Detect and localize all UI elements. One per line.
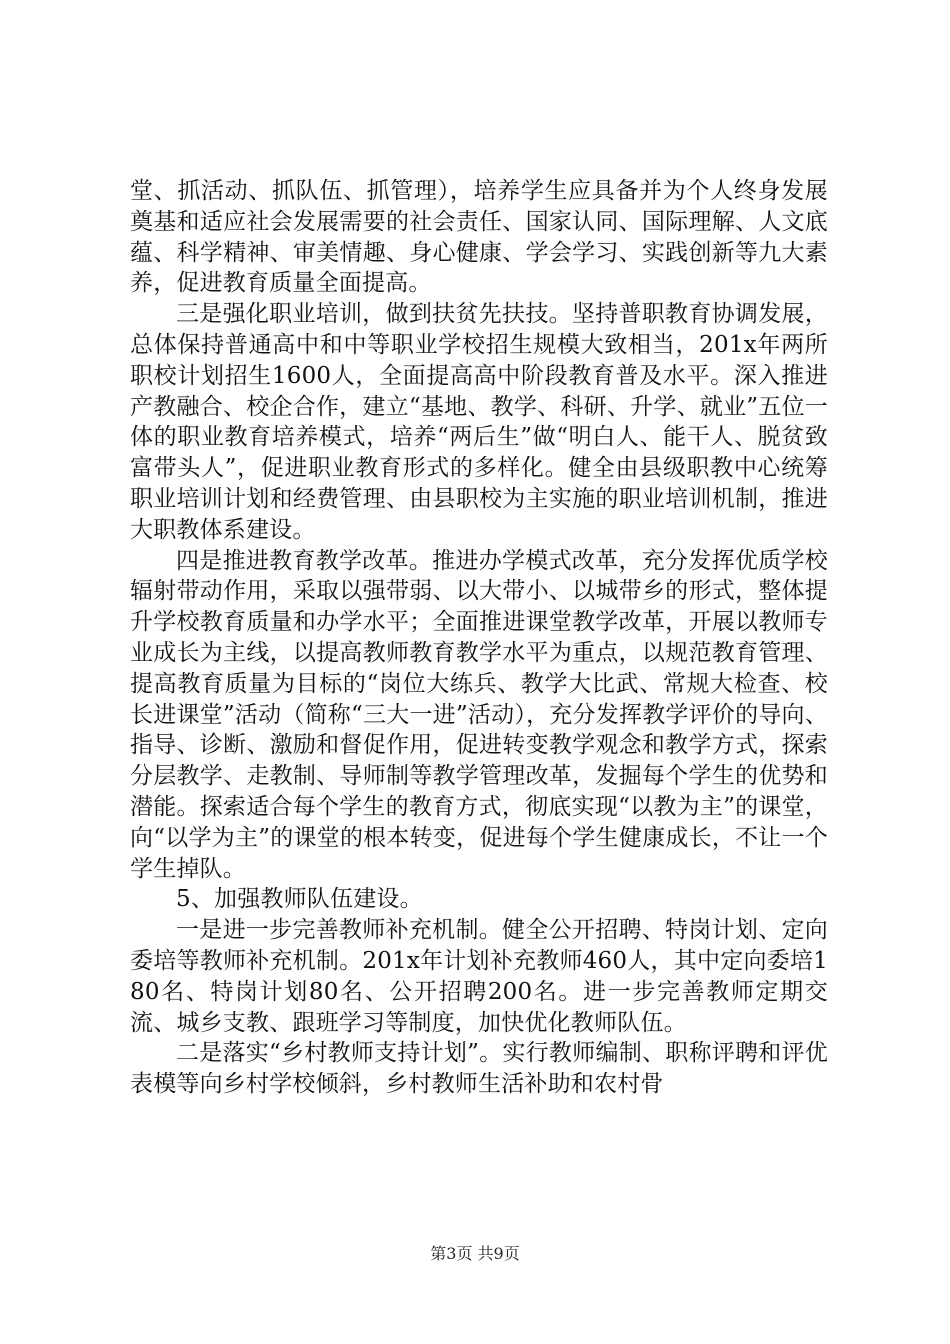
document-body bbox=[130, 176, 828, 1100]
paragraph-rural-teacher-plan: 二是落实“乡村教师支持计划”。实行教师编制、职称评聘和评优表模等向乡村学校倾斜，乡村教师生活补助和农村骨 bbox=[130, 1040, 828, 1098]
section-heading-teacher-team: 5、加强教师队伍建设。 bbox=[176, 886, 423, 913]
page-footer: 第3页 共9页 bbox=[430, 1244, 520, 1263]
paragraph-continued: 堂、抓活动、抓队伍、抓管理），培养学生应具备并为个人终身发展奠基和适应社会发展需要的社会责任、国家认同、国际理解、人文底蕴、科学精神、审美情趣、身心健康、学会学习、实践创新等九大素养，促进教育质量全面提高。 bbox=[130, 178, 828, 297]
paragraph-teaching-reform: 四是推进教育教学改革。推进办学模式改革，充分发挥优质学校辐射带动作用，采取以强带弱、以大带小、以城带乡的形式，整体提升学校教育质量和办学水平；全面推进课堂教学改革，开展以教师专业成长为主线，以提高教师教育教学水平为重点，以规范教育管理、提高教育质量为目标的“岗位大练兵、教学大比武、常规大检查、校长进课堂”活动（简称“三大一进”活动），充分发挥教学评价的导向、指导、诊断、激励和督促作用，促进转变教学观念和教学方式，探索分层教学、走教制、导师制等教学管理改革，发掘每个学生的优势和潜能。探索适合每个学生的教育方式，彻底实现“以教为主”的课堂，向“以学为主”的课堂的根本转变，促进每个学生健康成长，不让一个学生掉队。 bbox=[130, 547, 828, 882]
paragraph-vocational-training: 三是强化职业培训，做到扶贫先扶技。坚持普职教育协调发展，总体保持普通高中和中等职业学校招生规模大致相当，201x年两所职校计划招生1600人，全面提高高中阶段教育普及水平。深入推进产教融合、校企合作，建立“基地、教学、科研、升学、就业”五位一体的职业教育培养模式，培养“两后生”做“明白人、能干人、脱贫致富带头人”，促进职业教育形式的多样化。健全由县级职教中心统筹职业培训计划和经费管理、由县职校为主实施的职业培训机制，推进大职教体系建设。 bbox=[130, 301, 828, 543]
paragraph-teacher-supplement: 一是进一步完善教师补充机制。健全公开招聘、特岗计划、定向委培等教师补充机制。201x年计划补充教师460人，其中定向委培180名、特岗计划80名、公开招聘200名。进一步完善教师定期交流、城乡支教、跟班学习等制度，加快优化教师队伍。 bbox=[130, 917, 828, 1036]
